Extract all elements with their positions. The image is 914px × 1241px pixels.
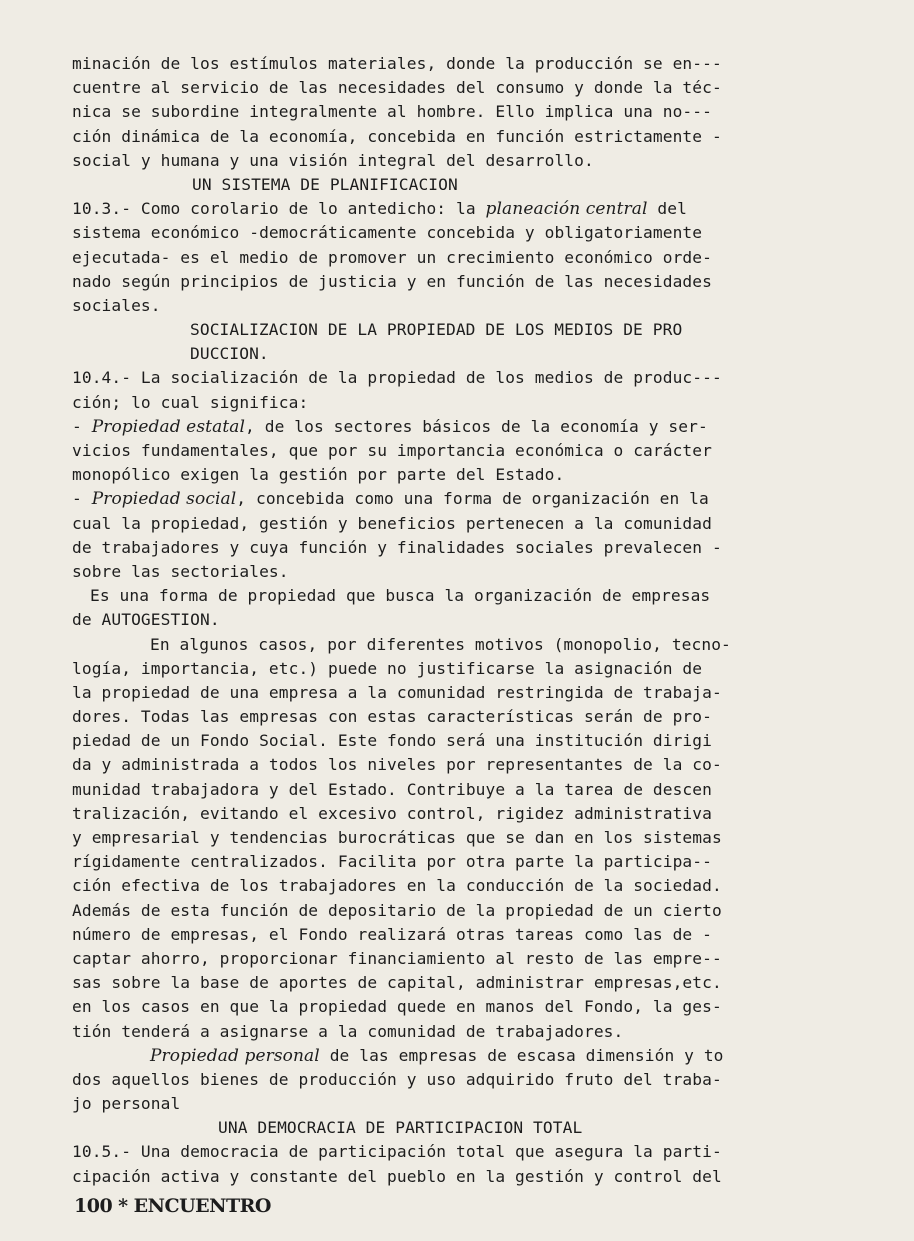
text-line: nica se subordine integralmente al hombre. Ello implica una no---	[72, 102, 712, 122]
section-heading-socializacion: SOCIALIZACION DE LA PROPIEDAD DE LOS MEDIOS DE PRO	[190, 320, 683, 340]
emphasis-term: planeación central	[485, 199, 648, 220]
text-line: nado según principios de justicia y en función de las necesidades	[72, 271, 712, 291]
text-line: cipación activa y constante del pueblo en la gestión y control del	[72, 1166, 722, 1186]
text-line: sas sobre la base de aportes de capital, administrar empresas,etc.	[72, 973, 722, 993]
text-line: social y humana y una visión integral del desarrollo.	[72, 150, 594, 170]
star-separator: *	[118, 1195, 128, 1217]
text-line: Es una forma de propiedad que busca la organización de empresas	[90, 586, 711, 606]
page-number: 100	[74, 1195, 113, 1217]
text-line: cuentre al servicio de las necesidades del consumo y donde la téc-	[72, 78, 722, 98]
list-item-estatal	[72, 415, 870, 439]
text-line: vicios fundamentales, que por su importancia económica o carácter	[72, 441, 712, 460]
text-line: jo personal	[72, 1094, 181, 1114]
text-line: Además de esta función de depositario de la propiedad de un cierto	[72, 900, 722, 920]
text-line: tión tenderá a asignarse a la comunidad de trabajadores.	[72, 1021, 624, 1041]
text-line: logía, importancia, etc.) puede no justificarse la asignación de	[72, 658, 703, 678]
text-line: dos aquellos bienes de producción y uso adquirido fruto del traba-	[72, 1069, 722, 1089]
text-line: dores. Todas las empresas con estas características serán de pro-	[72, 707, 712, 727]
text-line: ejecutada- es el medio de promover un crecimiento económico orde-	[72, 247, 712, 267]
text-line: de trabajadores y cuya función y finalidades sociales prevalecen -	[72, 537, 722, 557]
text-line: de AUTOGESTION.	[72, 610, 220, 630]
text-fragment: del	[647, 199, 687, 219]
document-body	[72, 52, 870, 1189]
text-line: la propiedad de una empresa a la comunidad restringida de trabaja-	[72, 682, 722, 702]
text-line: captar ahorro, proporcionar financiamiento al resto de las empre--	[72, 948, 722, 968]
section-heading-democracia: UNA DEMOCRACIA DE PARTICIPACION TOTAL	[218, 1118, 583, 1138]
emphasis-term: Propiedad personal	[150, 1045, 320, 1066]
text-line: tralización, evitando el excesivo control, rigidez administrativa	[72, 803, 712, 823]
text-line: ción; lo cual significa:	[72, 392, 309, 412]
paragraph-10-3-first-line	[72, 197, 870, 221]
section-heading-socializacion-cont: DUCCION.	[190, 344, 269, 364]
text-line: monopólico exigen la gestión por parte del Estado.	[72, 465, 565, 485]
text-fragment: , concebida como una forma de organización en la	[236, 489, 709, 509]
text-line: 10.5.- Una democracia de participación total que asegura la parti-	[72, 1142, 722, 1162]
text-fragment: -	[72, 489, 92, 509]
text-fragment: , de los sectores básicos de la economía y ser-	[245, 416, 708, 436]
text-line: cual la propiedad, gestión y beneficios pertenecen a la comunidad	[72, 513, 712, 533]
text-line: minación de los estímulos materiales, donde la producción se en---	[72, 54, 722, 73]
text-fragment: 10.3.- Como corolario de lo antedicho: la	[72, 199, 486, 219]
text-line: En algunos casos, por diferentes motivos (monopolio, tecno-	[150, 634, 731, 654]
list-item-personal	[72, 1044, 870, 1068]
text-line: sistema económico -democráticamente concebida y obligatoriamente	[72, 223, 703, 243]
text-line: 10.4.- La socialización de la propiedad de los medios de produc---	[72, 368, 722, 388]
text-fragment: -	[72, 416, 92, 436]
publication-name: ENCUENTRO	[133, 1195, 271, 1217]
emphasis-term: Propiedad estatal	[91, 416, 246, 437]
text-line: rígidamente centralizados. Facilita por otra parte la participa--	[72, 852, 712, 872]
text-line: sociales.	[72, 295, 161, 315]
text-line: y empresarial y tendencias burocráticas que se dan en los sistemas	[72, 828, 722, 847]
text-line: munidad trabajadora y del Estado. Contribuye a la tarea de descen	[72, 779, 712, 799]
text-fragment: de las empresas de escasa dimensión y to	[319, 1045, 724, 1065]
text-line: en los casos en que la propiedad quede en manos del Fondo, la ges-	[72, 997, 722, 1017]
text-line: ción efectiva de los trabajadores en la conducción de la sociedad.	[72, 876, 722, 896]
text-line: piedad de un Fondo Social. Este fondo será una institución dirigi	[72, 731, 712, 751]
text-line: da y administrada a todos los niveles por representantes de la co-	[72, 755, 722, 775]
text-line: ción dinámica de la economía, concebida en función estrictamente -	[72, 126, 722, 146]
section-heading-planificacion: UN SISTEMA DE PLANIFICACION	[192, 174, 458, 194]
text-line: sobre las sectoriales.	[72, 561, 289, 581]
text-line: número de empresas, el Fondo realizará otras tareas como las de -	[72, 924, 712, 944]
page-footer	[74, 1195, 271, 1217]
list-item-social	[72, 487, 870, 511]
emphasis-term: Propiedad social	[91, 489, 237, 510]
